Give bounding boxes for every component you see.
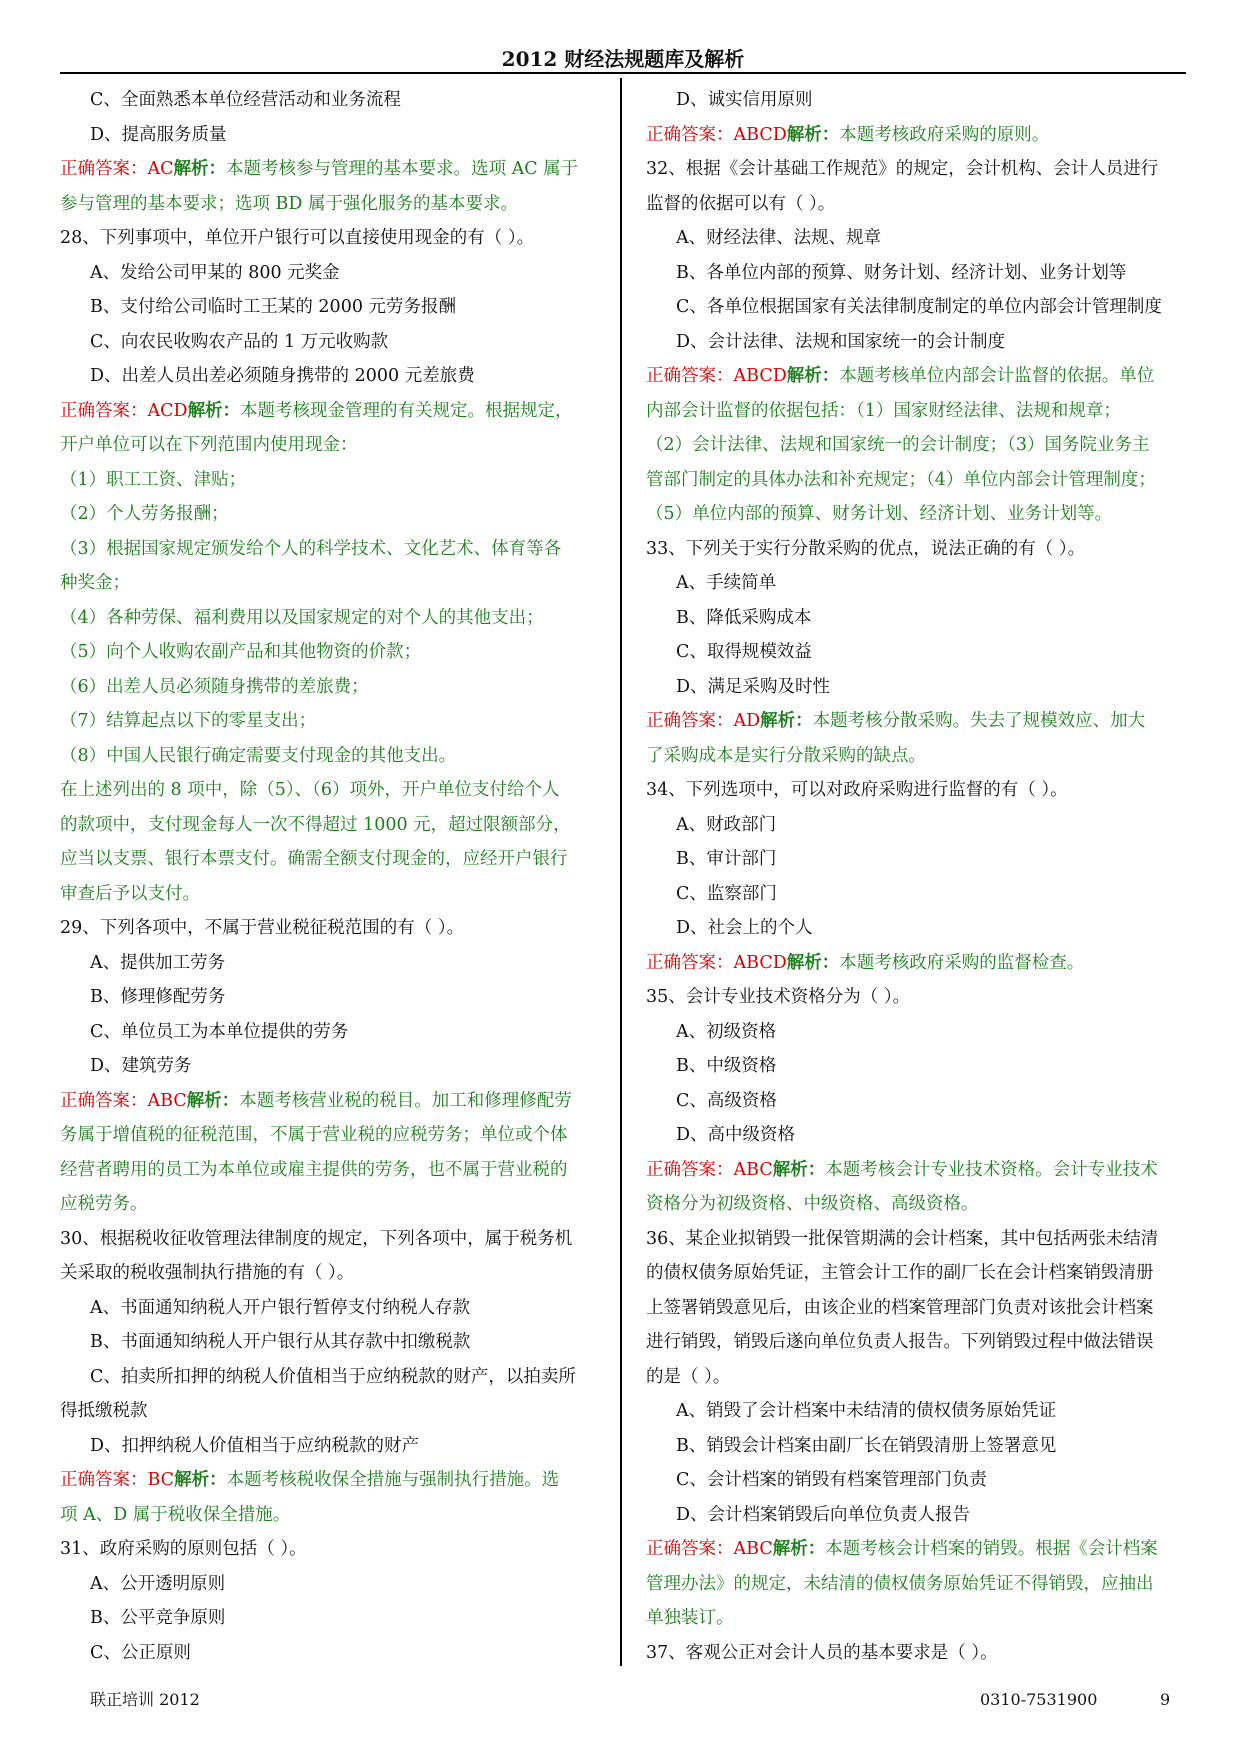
question-line: 29、下列各项中，不属于营业税征税范围的有（ ）。 xyxy=(60,918,465,938)
answer-option: D、会计档案销毁后向单位负责人报告 xyxy=(676,1504,971,1525)
answer-option: C、取得规模效益 xyxy=(676,642,812,662)
explanation-line: 了采购成本是实行分散采购的缺点。 xyxy=(646,745,926,766)
question-line: 32、根据《会计基础工作规范》的规定，会计机构、会计人员进行 xyxy=(646,159,1159,179)
answer-option: A、书面通知纳税人开户银行暂停支付纳税人存款 xyxy=(90,1297,471,1318)
explanation-line: （5）向个人收购农副产品和其他物资的价款； xyxy=(60,642,422,662)
explanation-line: 种奖金； xyxy=(60,573,130,593)
answer-option: B、书面通知纳税人开户银行从其存款中扣缴税款 xyxy=(90,1332,471,1352)
question-line: 得抵缴税款 xyxy=(60,1401,148,1421)
answer-label: 正确答案： xyxy=(60,1470,148,1490)
question-line: 监督的依据可以有（ ）。 xyxy=(646,193,836,214)
explanation-line: （6）出差人员必须随身携带的差旅费； xyxy=(60,676,369,697)
explanation-line: （3）根据国家规定颁发给个人的科学技术、文化艺术、体育等各 xyxy=(60,538,562,559)
explanation-line: 内部会计监督的依据包括：（1）国家财经法律、法规和规章； xyxy=(646,400,1121,421)
left-column xyxy=(60,83,606,1670)
question-line: 35、会计专业技术资格分为（ ）。 xyxy=(646,987,911,1007)
answer-option: A、手续简单 xyxy=(676,573,777,593)
explanation-text: 本题考核会计档案的销毁。根据《会计档案 xyxy=(825,1539,1158,1559)
explanation-text: 本题考核政府采购的原则。 xyxy=(839,124,1050,145)
answer-option: C、单位员工为本单位提供的劳务 xyxy=(90,1021,349,1042)
answer-option: B、支付给公司临时工王某的 2000 元劳务报酬 xyxy=(90,297,457,317)
answer-option: C、各单位根据国家有关法律制度制定的单位内部会计管理制度 xyxy=(676,297,1162,317)
question-line: 31、政府采购的原则包括（ ）。 xyxy=(60,1539,307,1559)
answer-label: 正确答案： xyxy=(646,711,734,731)
answer-option: A、提供加工劳务 xyxy=(90,952,226,973)
answer-option: C、向农民收购农产品的 1 万元收购款 xyxy=(90,331,389,352)
explanation-line: 的款项中，支付现金每人一次不得超过 1000 元，超过限额部分， xyxy=(60,814,571,835)
explanation-line: 项 A、D 属于税收保全措施。 xyxy=(60,1504,291,1525)
explanation-line: 应税劳务。 xyxy=(60,1194,148,1214)
answer-key: ABC xyxy=(147,1090,187,1111)
document-title: 2012 财经法规题库及解析 xyxy=(501,47,745,71)
answer-line xyxy=(646,359,1192,394)
explanation-text: 本题考核政府采购的监督检查。 xyxy=(839,952,1085,973)
explanation-text: 本题考核单位内部会计监督的依据。单位 xyxy=(839,366,1155,386)
answer-option: B、审计部门 xyxy=(676,849,777,869)
explanation-label: 解析： xyxy=(760,711,813,731)
answer-option: B、修理修配劳务 xyxy=(90,987,226,1007)
explanation-line: 管部门制定的具体办法和补充规定；（4）单位内部会计管理制度； xyxy=(646,469,1156,490)
explanation-text: 本题考核营业税的税目。加工和修理修配劳 xyxy=(239,1090,572,1111)
question-line: 的债权债务原始凭证，主管会计工作的副厂长在会计档案销毁清册 xyxy=(646,1263,1154,1283)
answer-label: 正确答案： xyxy=(646,952,734,973)
answer-option: D、社会上的个人 xyxy=(676,918,813,938)
answer-option: B、降低采购成本 xyxy=(676,607,812,628)
question-line: 进行销毁，销毁后遂向单位负责人报告。下列销毁过程中做法错误 xyxy=(646,1332,1154,1352)
answer-option: D、高中级资格 xyxy=(676,1125,796,1145)
question-line: 28、下列事项中，单位开户银行可以直接使用现金的有（ ）。 xyxy=(60,228,535,248)
answer-label: 正确答案： xyxy=(60,400,148,421)
answer-option: D、会计法律、法规和国家统一的会计制度 xyxy=(676,331,1006,352)
answer-label: 正确答案： xyxy=(646,366,734,386)
answer-line xyxy=(646,118,1192,153)
answer-option: A、财经法律、法规、规章 xyxy=(676,228,882,248)
answer-option: C、监察部门 xyxy=(676,883,777,904)
answer-key: ABCD xyxy=(733,366,787,386)
explanation-line: （1）职工工资、津贴； xyxy=(60,469,247,490)
explanation-line: （2）个人劳务报酬； xyxy=(60,504,229,524)
answer-option: A、初级资格 xyxy=(676,1021,777,1042)
column-divider xyxy=(620,78,622,1666)
answer-option: C、拍卖所扣押的纳税人价值相当于应纳税款的财产，以拍卖所 xyxy=(90,1366,576,1387)
explanation-label: 解析： xyxy=(786,952,840,973)
answer-key: ABC xyxy=(733,1159,773,1180)
explanation-line: 经营者聘用的员工为本单位或雇主提供的劳务，也不属于营业税的 xyxy=(60,1159,568,1180)
answer-option: B、中级资格 xyxy=(676,1056,777,1076)
answer-label: 正确答案： xyxy=(646,1159,734,1180)
explanation-line: 应当以支票、银行本票支付。确需全额支付现金的，应经开户银行 xyxy=(60,849,568,869)
explanation-label: 解析： xyxy=(772,1159,826,1180)
answer-option: A、公开透明原则 xyxy=(90,1573,226,1594)
answer-key: BC xyxy=(147,1470,175,1490)
answer-key: ACD xyxy=(147,400,188,421)
question-line: 33、下列关于实行分散采购的优点，说法正确的有（ ）。 xyxy=(646,538,1086,559)
answer-key: ABC xyxy=(733,1539,773,1559)
page-header xyxy=(60,46,1186,74)
answer-label: 正确答案： xyxy=(60,159,148,179)
answer-option: D、扣押纳税人价值相当于应纳税款的财产 xyxy=(90,1435,420,1456)
answer-line xyxy=(646,1532,1192,1567)
answer-option: D、建筑劳务 xyxy=(90,1056,192,1076)
explanation-line: 务属于增值税的征税范围，不属于营业税的应税劳务；单位或个体 xyxy=(60,1125,568,1145)
answer-line xyxy=(646,1153,1192,1188)
explanation-label: 解析： xyxy=(173,159,227,179)
answer-option: B、销毁会计档案由副厂长在销毁清册上签署意见 xyxy=(676,1435,1057,1456)
answer-option: D、出差人员出差必须随身携带的 2000 元差旅费 xyxy=(90,366,475,386)
question-line: 37、客观公正对会计人员的基本要求是（ ）。 xyxy=(646,1642,998,1663)
question-line: 上签署销毁意见后，由该企业的档案管理部门负责对该批会计档案 xyxy=(646,1297,1154,1318)
explanation-text: 本题考核会计专业技术资格。会计专业技术 xyxy=(825,1159,1158,1180)
explanation-label: 解析： xyxy=(186,1090,240,1111)
explanation-label: 解析： xyxy=(786,366,840,386)
question-line: 30、根据税收征收管理法律制度的规定，下列各项中，属于税务机 xyxy=(60,1228,573,1249)
explanation-label: 解析： xyxy=(187,400,241,421)
explanation-text: 本题考核税收保全措施与强制执行措施。选 xyxy=(226,1470,560,1490)
page-number: 9 xyxy=(1160,1690,1171,1709)
explanation-line: 参与管理的基本要求；选项 BD 属于强化服务的基本要求。 xyxy=(60,193,519,214)
answer-option: D、提高服务质量 xyxy=(90,124,227,145)
explanation-line: 单独装订。 xyxy=(646,1608,734,1628)
question-line: 36、某企业拟销毁一批保管期满的会计档案，其中包括两张未结清 xyxy=(646,1228,1159,1249)
answer-option: A、销毁了会计档案中未结清的债权债务原始凭证 xyxy=(676,1401,1057,1421)
question-line: 的是（ ）。 xyxy=(646,1366,731,1387)
explanation-line: （8）中国人民银行确定需要支付现金的其他支出。 xyxy=(60,745,457,766)
answer-option: C、会计档案的销毁有档案管理部门负责 xyxy=(676,1470,987,1490)
answer-line xyxy=(60,1463,606,1498)
explanation-line: 开户单位可以在下列范围内使用现金： xyxy=(60,435,358,455)
explanation-line: 资格分为初级资格、中级资格、高级资格。 xyxy=(646,1194,979,1214)
answer-option: B、公平竞争原则 xyxy=(90,1608,226,1628)
question-line: 34、下列选项中，可以对政府采购进行监督的有（ ）。 xyxy=(646,780,1068,800)
explanation-line: 在上述列出的 8 项中，除（5）、（6）项外，开户单位支付给个人 xyxy=(60,780,560,800)
answer-option: C、高级资格 xyxy=(676,1090,777,1111)
explanation-line: 管理办法》的规定，未结清的债权债务原始凭证不得销毁，应抽出 xyxy=(646,1573,1154,1594)
explanation-text: 本题考核现金管理的有关规定。根据规定， xyxy=(240,400,573,421)
explanation-label: 解析： xyxy=(174,1470,227,1490)
explanation-label: 解析： xyxy=(772,1539,826,1559)
explanation-label: 解析： xyxy=(786,124,840,145)
answer-option: A、发给公司甲某的 800 元奖金 xyxy=(90,262,340,283)
answer-key: ABCD xyxy=(733,952,787,973)
explanation-line: （7）结算起点以下的零星支出； xyxy=(60,711,317,731)
answer-key: AD xyxy=(733,711,761,731)
explanation-text: 本题考核参与管理的基本要求。选项 AC 属于 xyxy=(226,159,579,179)
answer-line xyxy=(646,704,1192,739)
answer-line xyxy=(60,394,606,429)
answer-option: D、诚实信用原则 xyxy=(676,90,813,110)
explanation-line: （5）单位内部的预算、财务计划、经济计划、业务计划等。 xyxy=(646,504,1113,524)
answer-option: C、公正原则 xyxy=(90,1642,191,1663)
explanation-line: （2）会计法律、法规和国家统一的会计制度；（3）国务院业务主 xyxy=(646,435,1150,455)
question-line: 关采取的税收强制执行措施的有（ ）。 xyxy=(60,1263,355,1283)
footer-phone: 0310-7531900 xyxy=(980,1690,1098,1709)
answer-label: 正确答案： xyxy=(60,1090,148,1111)
explanation-line: 审查后予以支付。 xyxy=(60,883,200,904)
answer-line xyxy=(646,946,1192,981)
footer-brand: 联正培训 2012 xyxy=(90,1690,200,1709)
answer-key: AC xyxy=(147,159,174,179)
answer-line xyxy=(60,1084,606,1119)
explanation-text: 本题考核分散采购。失去了规模效应、加大 xyxy=(812,711,1146,731)
answer-label: 正确答案： xyxy=(646,124,734,145)
answer-option: C、全面熟悉本单位经营活动和业务流程 xyxy=(90,90,401,110)
answer-option: B、各单位内部的预算、财务计划、经济计划、业务计划等 xyxy=(676,262,1127,283)
right-column xyxy=(646,83,1192,1670)
answer-label: 正确答案： xyxy=(646,1539,734,1559)
answer-option: A、财政部门 xyxy=(676,814,777,835)
answer-option: D、满足采购及时性 xyxy=(676,676,831,697)
answer-key: ABCD xyxy=(733,124,787,145)
answer-line xyxy=(60,152,606,187)
explanation-line: （4）各种劳保、福利费用以及国家规定的对个人的其他支出； xyxy=(60,607,544,628)
